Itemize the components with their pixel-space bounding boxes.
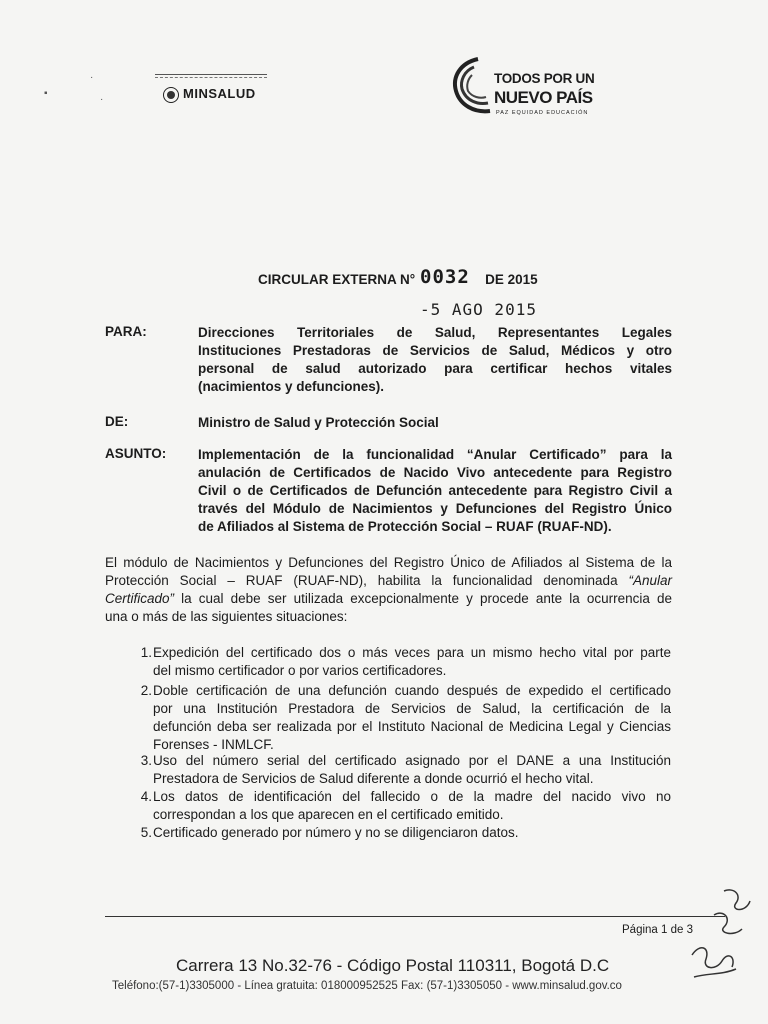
de-label: DE: bbox=[105, 414, 129, 429]
intro-line: Protección Social – RUAF (RUAF-ND), habilita la funcionalidad denominada “Anular bbox=[105, 573, 672, 588]
scan-mark: ▪ bbox=[44, 88, 48, 99]
footer-contact: Teléfono:(57-1)3305000 - Línea gratuita: 018000952525 Fax: (57-1)3305050 - www.minsalud.gov.co bbox=[112, 980, 622, 992]
scan-mark: · bbox=[90, 72, 94, 83]
circular-number-stamp: 0032 bbox=[420, 266, 470, 288]
asunto-line: Implementación de la funcionalidad “Anular Certificado” para la bbox=[198, 447, 672, 462]
list-item-number: 3. bbox=[140, 753, 152, 768]
todos-por-un-nuevo-pais-logo bbox=[448, 55, 598, 125]
date-stamp: -5 AGO 2015 bbox=[420, 300, 537, 319]
coat-of-arms-icon bbox=[163, 87, 179, 103]
footer-address: Carrera 13 No.32-76 - Código Postal 110311, Bogotá D.C bbox=[176, 956, 610, 975]
asunto-line: través del Módulo de Nacimientos y Defunciones del Registro Único bbox=[198, 501, 672, 516]
list-item-number: 5. bbox=[140, 825, 152, 840]
asunto-line: anulación de Certificados de Nacido Vivo antecedente para Registro bbox=[198, 465, 672, 480]
list-item-number: 2. bbox=[140, 683, 152, 698]
intro-italic: Certificado” bbox=[105, 591, 175, 606]
title-text: CIRCULAR EXTERNA N° bbox=[258, 272, 416, 287]
scan-mark: · bbox=[100, 94, 104, 105]
minsalud-logo bbox=[155, 74, 267, 110]
swirl-logo-icon bbox=[448, 55, 498, 121]
intro-italic: “Anular bbox=[628, 573, 672, 588]
asunto-line: de Afiliados al Sistema de Protección Social – RUAF (RUAF-ND). bbox=[198, 519, 612, 534]
list-item: Expedición del certificado dos o más veces para un mismo hecho vital por parte del mismo certificador o por varios certificadores. bbox=[153, 645, 671, 678]
list-item-number: 1. bbox=[140, 645, 152, 660]
para-line: Direcciones Territoriales de Salud, Representantes Legales bbox=[198, 325, 672, 340]
logo-tagline: PAZ EQUIDAD EDUCACIÓN bbox=[496, 110, 589, 116]
de-text: Ministro de Salud y Protección Social bbox=[198, 415, 439, 430]
initials-signature bbox=[684, 885, 756, 995]
logo-line1: TODOS POR UN bbox=[494, 71, 595, 86]
page-number: Página 1 de 3 bbox=[622, 924, 693, 936]
list-item: Certificado generado por número y no se diligenciaron datos. bbox=[153, 825, 519, 840]
intro-line: una o más de las siguientes situaciones: bbox=[105, 609, 348, 624]
para-text bbox=[198, 324, 672, 396]
title-year: DE 2015 bbox=[485, 272, 538, 287]
list-item: Uso del número serial del certificado asignado por el DANE a una Institución Prestadora de Servicios de Salud diferente a donde ocurrió el hecho vital. bbox=[153, 753, 671, 786]
asunto-label: ASUNTO: bbox=[105, 446, 167, 461]
para-line: (nacimientos y defunciones). bbox=[198, 379, 385, 394]
para-line: Instituciones Prestadoras de Servicios de Salud, Médicos y otro bbox=[198, 343, 672, 358]
intro-paragraph bbox=[105, 554, 672, 626]
footer-divider bbox=[105, 916, 725, 917]
list-item: Doble certificación de una defunción cuando después de expedido el certificado por una Institución Prestadora de Servicios de Salud, la certificación de la defunción deba ser realizada por el Instituto Nacional de Medicina Legal y Ciencias Forenses - INMLCF. bbox=[153, 683, 671, 752]
minsalud-label: MINSALUD bbox=[183, 86, 256, 101]
para-line: personal de salud autorizado para certificar hechos vitales bbox=[198, 361, 672, 376]
asunto-line: Civil o de Certificados de Defunción antecedente para Registro Civil a bbox=[198, 483, 672, 498]
circular-title bbox=[258, 272, 538, 287]
intro-line: Certificado” la cual debe ser utilizada excepcionalmente y procede ante la ocurrencia de bbox=[105, 591, 672, 606]
list-item-number: 4. bbox=[140, 789, 152, 804]
asunto-text bbox=[198, 446, 672, 536]
intro-line: El módulo de Nacimientos y Defunciones del Registro Único de Afiliados al Sistema de la bbox=[105, 555, 672, 570]
list-item: Los datos de identificación del fallecido o de la madre del nacido vivo no correspondan a los que aparecen en el certificado emitido. bbox=[153, 789, 671, 822]
para-label: PARA: bbox=[105, 324, 147, 339]
logo-line2: NUEVO PAÍS bbox=[494, 88, 593, 107]
